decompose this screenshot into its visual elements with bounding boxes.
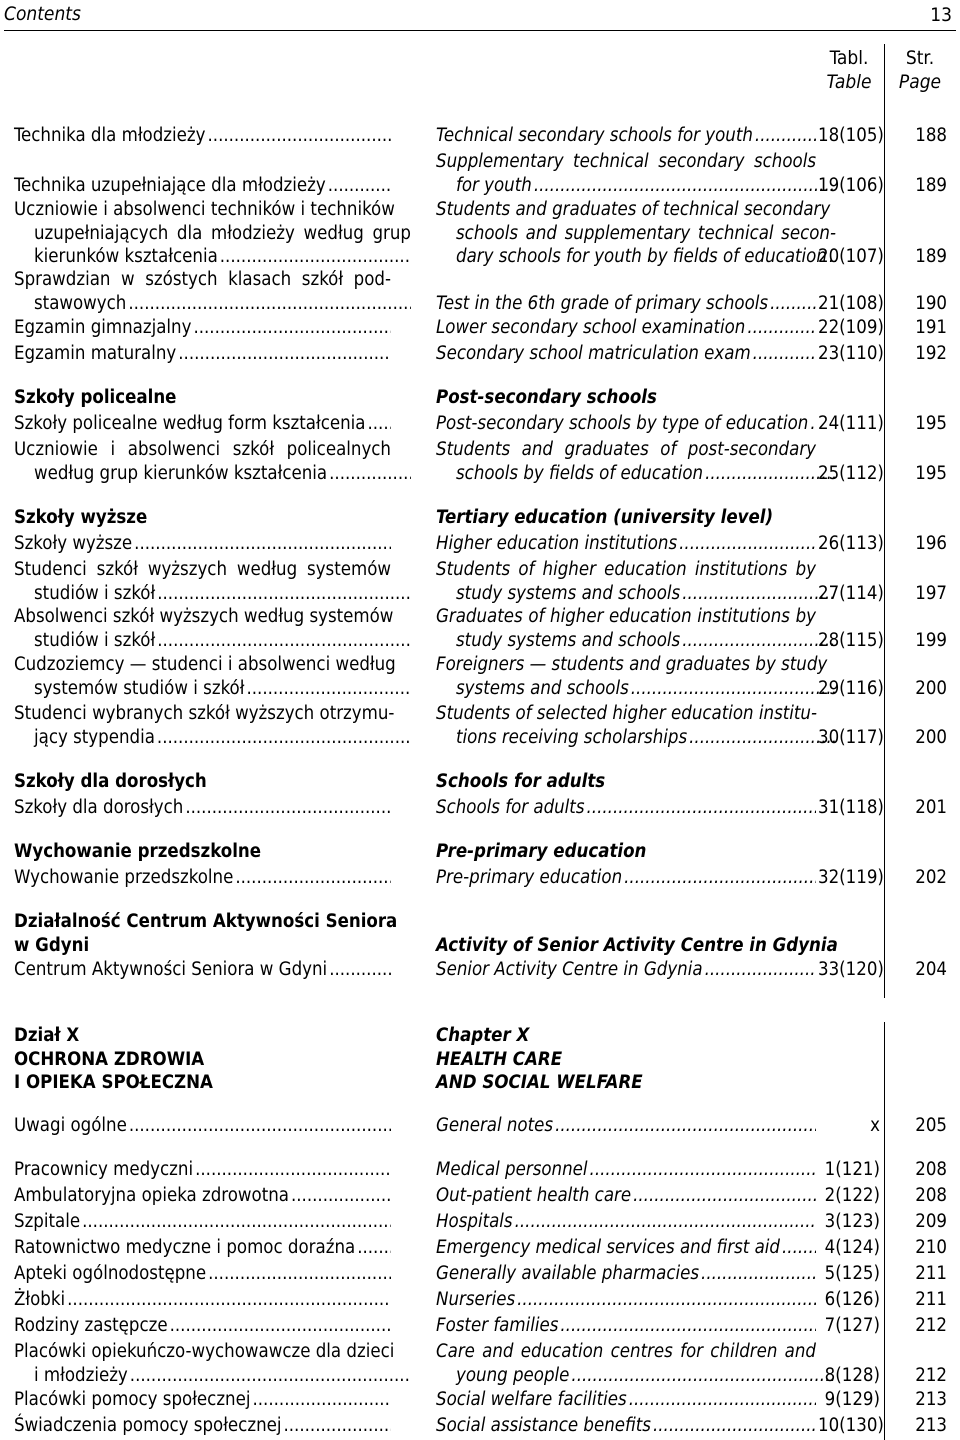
entry-title-pl-line[interactable] [14,629,411,652]
entry-text: Students and graduates of post-secondary [436,439,816,460]
page-number-ref: 201 [915,797,947,818]
entry-title-pl-line[interactable] [14,1184,391,1207]
section-heading-en-line [436,1048,816,1071]
entry-title-en-line[interactable] [436,316,816,339]
entry-title-pl-line[interactable] [14,582,411,605]
page-number-ref: 197 [915,582,947,604]
page-number-ref: 205 [915,1115,947,1136]
page-number-ref: 211 [915,1289,947,1310]
entry-title-en-line[interactable] [436,958,816,981]
dot-leader [283,1414,391,1437]
page-number-ref: 213 [915,1415,947,1436]
entry-title-pl-line[interactable] [14,342,391,365]
table-number: 6(126) [824,1289,880,1310]
page-number-ref: 213 [915,1389,947,1410]
entry-title-en-line[interactable] [436,1388,816,1411]
page-column-label-pl: Str. [905,47,935,69]
entry-text: uzupełniających dla młodzieży według grup [34,222,411,244]
entry-title-en-line[interactable] [436,1414,816,1437]
table-number: 33(120) [818,959,884,980]
entry-text: Pracownicy medyczni [14,1159,194,1180]
entry-text: studiów i szkół [34,629,156,651]
dot-leader [633,1184,816,1207]
dot-leader [810,412,816,435]
page-column-label-en: Page [898,71,942,93]
table-number: 1(121) [824,1159,880,1180]
dot-leader [679,532,816,555]
table-number: 22(109) [818,317,884,338]
entry-text: Schools for adults [436,797,585,818]
dot-leader [82,1210,391,1233]
entry-text: Egzamin maturalny [14,343,177,364]
entry-text: Students of higher education institutions by [436,559,816,580]
dot-leader [629,1388,816,1411]
entry-title-pl-line[interactable] [14,1288,391,1311]
entry-title-en-line[interactable] [436,342,816,365]
entry-title-pl-line[interactable] [14,1210,391,1233]
page-number-ref: 191 [915,317,947,338]
entry-text: studiów i szkół [34,582,156,604]
entry-title-pl-line[interactable] [14,677,411,700]
entry-title-pl-line[interactable] [14,462,411,485]
entry-text: w Gdyni [14,934,90,956]
entry-text: Szpitale [14,1211,81,1232]
dot-leader [235,866,391,889]
entry-text: young people [456,1364,570,1386]
entry-title-pl-line[interactable] [14,245,411,268]
entry-title-pl-line[interactable] [14,1314,391,1337]
entry-text: Care and education centres for children and [436,1341,816,1362]
entry-title-pl-line[interactable] [14,438,391,461]
section-heading-pl-line [14,1048,391,1071]
dot-leader [571,1364,836,1387]
table-number: 2(122) [824,1185,880,1206]
entry-text: for youth [456,174,532,196]
entry-title-pl-line[interactable] [14,558,391,581]
table-number: 20(107) [818,246,884,267]
dot-leader [291,1184,391,1207]
entry-text: Absolwenci szkół wyższych według systemów [14,606,394,627]
entry-title-en-line[interactable] [436,605,816,628]
table-number: 27(114) [818,582,884,604]
dot-leader [682,629,836,652]
entry-text: Schools for adults [436,771,606,792]
entry-text: Egzamin gimnazjalny [14,317,192,338]
entry-text: Studenci szkół wyższych według systemów [14,559,391,580]
entry-title-pl-line[interactable] [14,1364,411,1387]
section-heading-en-line [436,1071,816,1094]
entry-title-en-line[interactable] [436,1184,816,1207]
table-number: x [870,1115,880,1136]
page-number-ref: 211 [915,1263,947,1284]
entry-text: Uczniowie i absolwenci techników i techników [14,199,395,220]
table-column-label-en: Table [826,71,872,93]
page-number-ref: 190 [915,292,947,314]
entry-text: Secondary school matriculation exam [436,343,751,364]
section-heading-pl-line [14,840,391,863]
entry-text: systems and schools [456,677,629,699]
page-number-ref: 200 [915,677,947,699]
dot-leader [134,532,391,555]
entry-text: Szkoły wyższe [14,507,148,528]
page-number-ref: 189 [915,246,947,267]
dot-leader [624,866,816,889]
dot-leader [128,292,411,315]
entry-title-en-line[interactable] [436,1158,816,1181]
table-number: 10(130) [818,1415,884,1436]
dot-leader [208,124,392,147]
entry-title-en-line[interactable] [436,702,816,725]
entry-text: Apteki ogólnodostępne [14,1263,207,1284]
entry-title-en-line[interactable] [436,462,836,485]
section-heading-pl-line [14,934,391,957]
dot-leader [129,1114,391,1137]
entry-title-pl-line[interactable] [14,292,411,315]
table-number: 9(129) [824,1389,880,1410]
entry-text: AND SOCIAL WELFARE [436,1072,643,1093]
page-number-ref: 208 [915,1185,947,1206]
entry-text: Rodziny zastępcze [14,1315,168,1336]
dot-leader [170,1314,391,1337]
entry-text: Social welfare facilities [436,1389,627,1410]
entry-title-en-line[interactable] [436,582,836,605]
entry-title-pl-line[interactable] [14,1158,391,1181]
entry-text: schools and supplementary technical secon- [456,222,836,244]
section-heading-pl-line [14,506,391,529]
dot-leader [705,462,836,485]
dot-leader [590,1158,816,1181]
entry-text: Uczniowie i absolwenci szkół policealnych [14,439,391,460]
section-heading-pl-line [14,1024,391,1047]
entry-text: HEALTH CARE [436,1048,563,1070]
entry-title-pl-line[interactable] [14,653,396,676]
entry-title-en-line[interactable] [436,412,816,435]
entry-text: systemów studiów i szkół [34,677,245,699]
entry-title-pl-line[interactable] [14,1388,391,1411]
entry-title-en-line[interactable] [436,866,816,889]
dot-leader [252,1388,391,1411]
page-number: 13 [930,4,952,26]
entry-text: Wychowanie przedszkolne [14,841,262,862]
page-number-ref: 195 [915,462,947,484]
entry-text: jący stypendia [34,726,155,748]
entry-text: Technical secondary schools for youth [436,125,753,146]
entry-text: Tertiary education (university level) [436,507,774,528]
table-number: 29(116) [818,677,884,699]
table-column-label-pl: Tabl. [829,47,869,69]
entry-title-en-line[interactable] [436,726,836,749]
entry-text: Działalność Centrum Aktywności Seniora [14,911,398,932]
entry-text: dary schools for youth by fields of education [456,246,827,267]
entry-text: i młodzieży [34,1364,128,1386]
entry-text: kierunków kształcenia [34,246,218,267]
entry-title-en-line[interactable] [436,629,836,652]
entry-text: Pre-primary education [436,841,647,862]
dot-leader [157,582,411,605]
entry-text: Szkoły policealne według form kształcenia [14,413,366,434]
entry-text: Lower secondary school examination [436,317,746,338]
dot-leader [67,1288,391,1311]
dot-leader [157,629,411,652]
dot-leader [193,316,391,339]
entry-title-en-line[interactable] [436,796,816,819]
table-number: 8(128) [824,1364,880,1386]
section-heading-pl-line [14,910,398,933]
section-heading-en-line [436,1024,816,1047]
entry-text: tions receiving scholarships [456,726,688,748]
entry-text: Higher education institutions [436,533,678,554]
entry-text: Ambulatoryjna opieka zdrowotna [14,1185,289,1206]
entry-text: Placówki pomocy społecznej [14,1389,251,1410]
entry-title-pl-line[interactable] [14,198,395,221]
dot-leader [185,796,391,819]
table-number: 25(112) [818,462,884,484]
dot-leader [682,582,836,605]
page-number-ref: 196 [915,533,947,554]
page-column-header [890,46,950,94]
entry-title-en-line[interactable] [436,558,816,581]
dot-leader [157,726,411,749]
page-number-ref: 210 [915,1237,947,1258]
dot-leader [130,1364,411,1387]
entry-title-pl-line[interactable] [14,532,391,555]
dot-leader [534,174,836,197]
entry-title-en-line[interactable] [436,677,836,700]
entry-text: stawowych [34,292,127,314]
dot-leader [782,1236,816,1259]
page-number-ref: 192 [915,343,947,364]
entry-text: Students of selected higher education institu- [436,703,817,724]
entry-text: Pre-primary education [436,867,623,888]
dot-leader [178,342,391,365]
entry-text: Technika uzupełniające dla młodzieży [14,174,326,196]
entry-text: Social assistance benefits [436,1415,651,1436]
entry-text: schools by fields of education [456,462,704,484]
entry-title-pl-line[interactable] [14,124,391,147]
section-heading-pl-line [14,1071,391,1094]
dot-leader [587,796,816,819]
dot-leader [208,1262,391,1285]
entry-title-en-line[interactable] [436,1288,816,1311]
entry-title-en-line[interactable] [436,174,836,197]
entry-text: Supplementary technical secondary schools [436,151,816,172]
dot-leader [631,677,836,700]
entry-text: Students and graduates of technical secondary [436,199,831,220]
entry-title-pl-line[interactable] [14,1114,391,1137]
entry-text: Uwagi ogólne [14,1115,127,1136]
entry-text: Świadczenia pomocy społecznej [14,1415,282,1436]
page-number-ref: 202 [915,867,947,888]
table-number: 4(124) [824,1237,880,1258]
table-number: 32(119) [818,867,884,888]
entry-text: Szkoły dla dorosłych [14,771,207,792]
entry-text: Wychowanie przedszkolne [14,867,234,888]
dot-leader [329,462,411,485]
table-number: 3(123) [824,1211,880,1232]
dot-leader [195,1158,391,1181]
entry-title-pl-line[interactable] [14,702,395,725]
page-number-ref: 189 [915,174,947,196]
entry-title-pl-line[interactable] [14,796,391,819]
table-number: 30(117) [818,726,884,748]
dot-leader [689,726,836,749]
dot-leader [770,292,816,315]
entry-text: Dział X [14,1025,80,1046]
table-number: 18(105) [818,125,884,146]
entry-text: study systems and schools [456,582,681,604]
dot-leader [220,245,411,268]
entry-title-pl-line[interactable] [14,726,411,749]
dot-leader [560,1314,816,1337]
entry-title-en-line[interactable] [436,1364,836,1387]
entry-title-en-line[interactable] [436,198,831,221]
entry-title-pl-line[interactable] [14,1340,395,1363]
dot-leader [515,1210,816,1233]
entry-title-pl-line[interactable] [14,412,391,435]
entry-text: Centrum Aktywności Seniora w Gdyni [14,959,328,980]
dot-leader [705,958,816,981]
entry-text: Szkoły policealne [14,387,177,408]
entry-title-pl-line[interactable] [14,1236,391,1259]
entry-text: Medical personnel [436,1159,588,1180]
page-number-ref: 204 [915,959,947,980]
table-number: 7(127) [824,1315,880,1336]
section-heading-en-line [436,840,816,863]
entry-title-en-line[interactable] [436,1236,816,1259]
column-divider [884,1022,885,1440]
page-number-ref: 188 [915,125,947,146]
entry-title-en-line[interactable] [436,1114,816,1137]
dot-leader [555,1114,816,1137]
dot-leader [357,1236,391,1259]
entry-text: Emergency medical services and first aid [436,1237,781,1258]
entry-text: Nurseries [436,1289,516,1310]
entry-title-en-line[interactable] [436,222,836,245]
table-number: 19(106) [818,174,884,196]
entry-title-en-line[interactable] [436,653,828,676]
dot-leader [753,342,816,365]
table-number: 24(111) [818,413,884,434]
section-heading-en-line [436,506,816,529]
page-number-ref: 195 [915,413,947,434]
section-heading-en-line [436,934,838,957]
entry-text: Foreigners — students and graduates by study [436,654,828,675]
dot-leader [517,1288,816,1311]
entry-title-en-line[interactable] [436,438,816,461]
entry-text: Szkoły wyższe [14,533,133,554]
entry-text: I OPIEKA SPOŁECZNA [14,1072,213,1093]
entry-title-pl-line[interactable] [14,268,391,291]
section-heading-pl-line [14,386,391,409]
page-number-ref: 212 [915,1315,947,1336]
entry-title-pl-line[interactable] [14,866,391,889]
entry-text: Foster families [436,1315,559,1336]
dot-leader [747,316,816,339]
entry-text: Studenci wybranych szkół wyższych otrzymu- [14,703,395,724]
entry-title-pl-line[interactable] [14,1262,391,1285]
entry-text: Generally available pharmacies [436,1263,700,1284]
entry-title-en-line[interactable] [436,1314,816,1337]
dot-leader [328,174,391,197]
entry-text: Graduates of higher education institutions by [436,606,816,627]
entry-title-en-line[interactable] [436,245,836,268]
entry-text: Szkoły dla dorosłych [14,797,184,818]
page-number-ref: 208 [915,1159,947,1180]
dot-leader [246,677,411,700]
entry-text: General notes [436,1115,554,1136]
dot-leader [329,958,391,981]
table-number: 23(110) [818,343,884,364]
entry-text: Żłobki [14,1289,66,1310]
entry-title-en-line[interactable] [436,1340,816,1363]
entry-title-en-line[interactable] [436,150,816,173]
entry-text: Ratownictwo medyczne i pomoc doraźna [14,1237,356,1258]
entry-title-pl-line[interactable] [14,222,411,245]
dot-leader [367,412,391,435]
section-heading-en-line [436,770,816,793]
entry-text: OCHRONA ZDROWIA [14,1048,205,1070]
entry-title-pl-line[interactable] [14,605,394,628]
entry-text: Sprawdzian w szóstych klasach szkół pod- [14,269,391,290]
entry-text: Out-patient health care [436,1185,632,1206]
entry-title-pl-line[interactable] [14,316,391,339]
entry-text: Activity of Senior Activity Centre in Gdynia [436,934,838,956]
entry-text: Technika dla młodzieży [14,125,206,146]
entry-title-pl-line[interactable] [14,958,391,981]
entry-text: Hospitals [436,1211,513,1232]
table-column-header [818,46,880,94]
dot-leader [653,1414,816,1437]
dot-leader [755,124,816,147]
page-number-ref: 199 [915,629,947,651]
entry-text: Senior Activity Centre in Gdynia [436,959,703,980]
entry-title-en-line[interactable] [436,292,816,315]
entry-text: study systems and schools [456,629,681,651]
entry-title-pl-line[interactable] [14,1414,391,1437]
page-number-ref: 200 [915,726,947,748]
entry-text: Chapter X [436,1025,530,1046]
entry-text: Cudzoziemcy — studenci i absolwenci według [14,654,396,675]
entry-title-en-line[interactable] [436,1210,816,1233]
column-divider [884,44,885,998]
dot-leader [701,1262,816,1285]
header-rule [4,30,956,31]
entry-text: Post-secondary schools by type of education [436,413,809,434]
table-number: 31(118) [818,797,884,818]
running-header-title: Contents [4,3,81,25]
entry-text: Placówki opiekuńczo-wychowawcze dla dzieci [14,1341,395,1362]
entry-title-en-line[interactable] [436,532,816,555]
entry-title-en-line[interactable] [436,1262,816,1285]
table-number: 21(108) [818,292,884,314]
table-number: 26(113) [818,533,884,554]
entry-title-en-line[interactable] [436,124,816,147]
table-number: 28(115) [818,629,884,651]
table-number: 5(125) [824,1263,880,1284]
page-number-ref: 212 [915,1364,947,1386]
section-heading-pl-line [14,770,391,793]
entry-text: Test in the 6th grade of primary schools [436,292,769,314]
entry-title-pl-line[interactable] [14,174,391,197]
page-number-ref: 209 [915,1211,947,1232]
entry-text: według grup kierunków kształcenia [34,462,328,484]
section-heading-en-line [436,386,816,409]
entry-text: Post-secondary schools [436,387,657,408]
